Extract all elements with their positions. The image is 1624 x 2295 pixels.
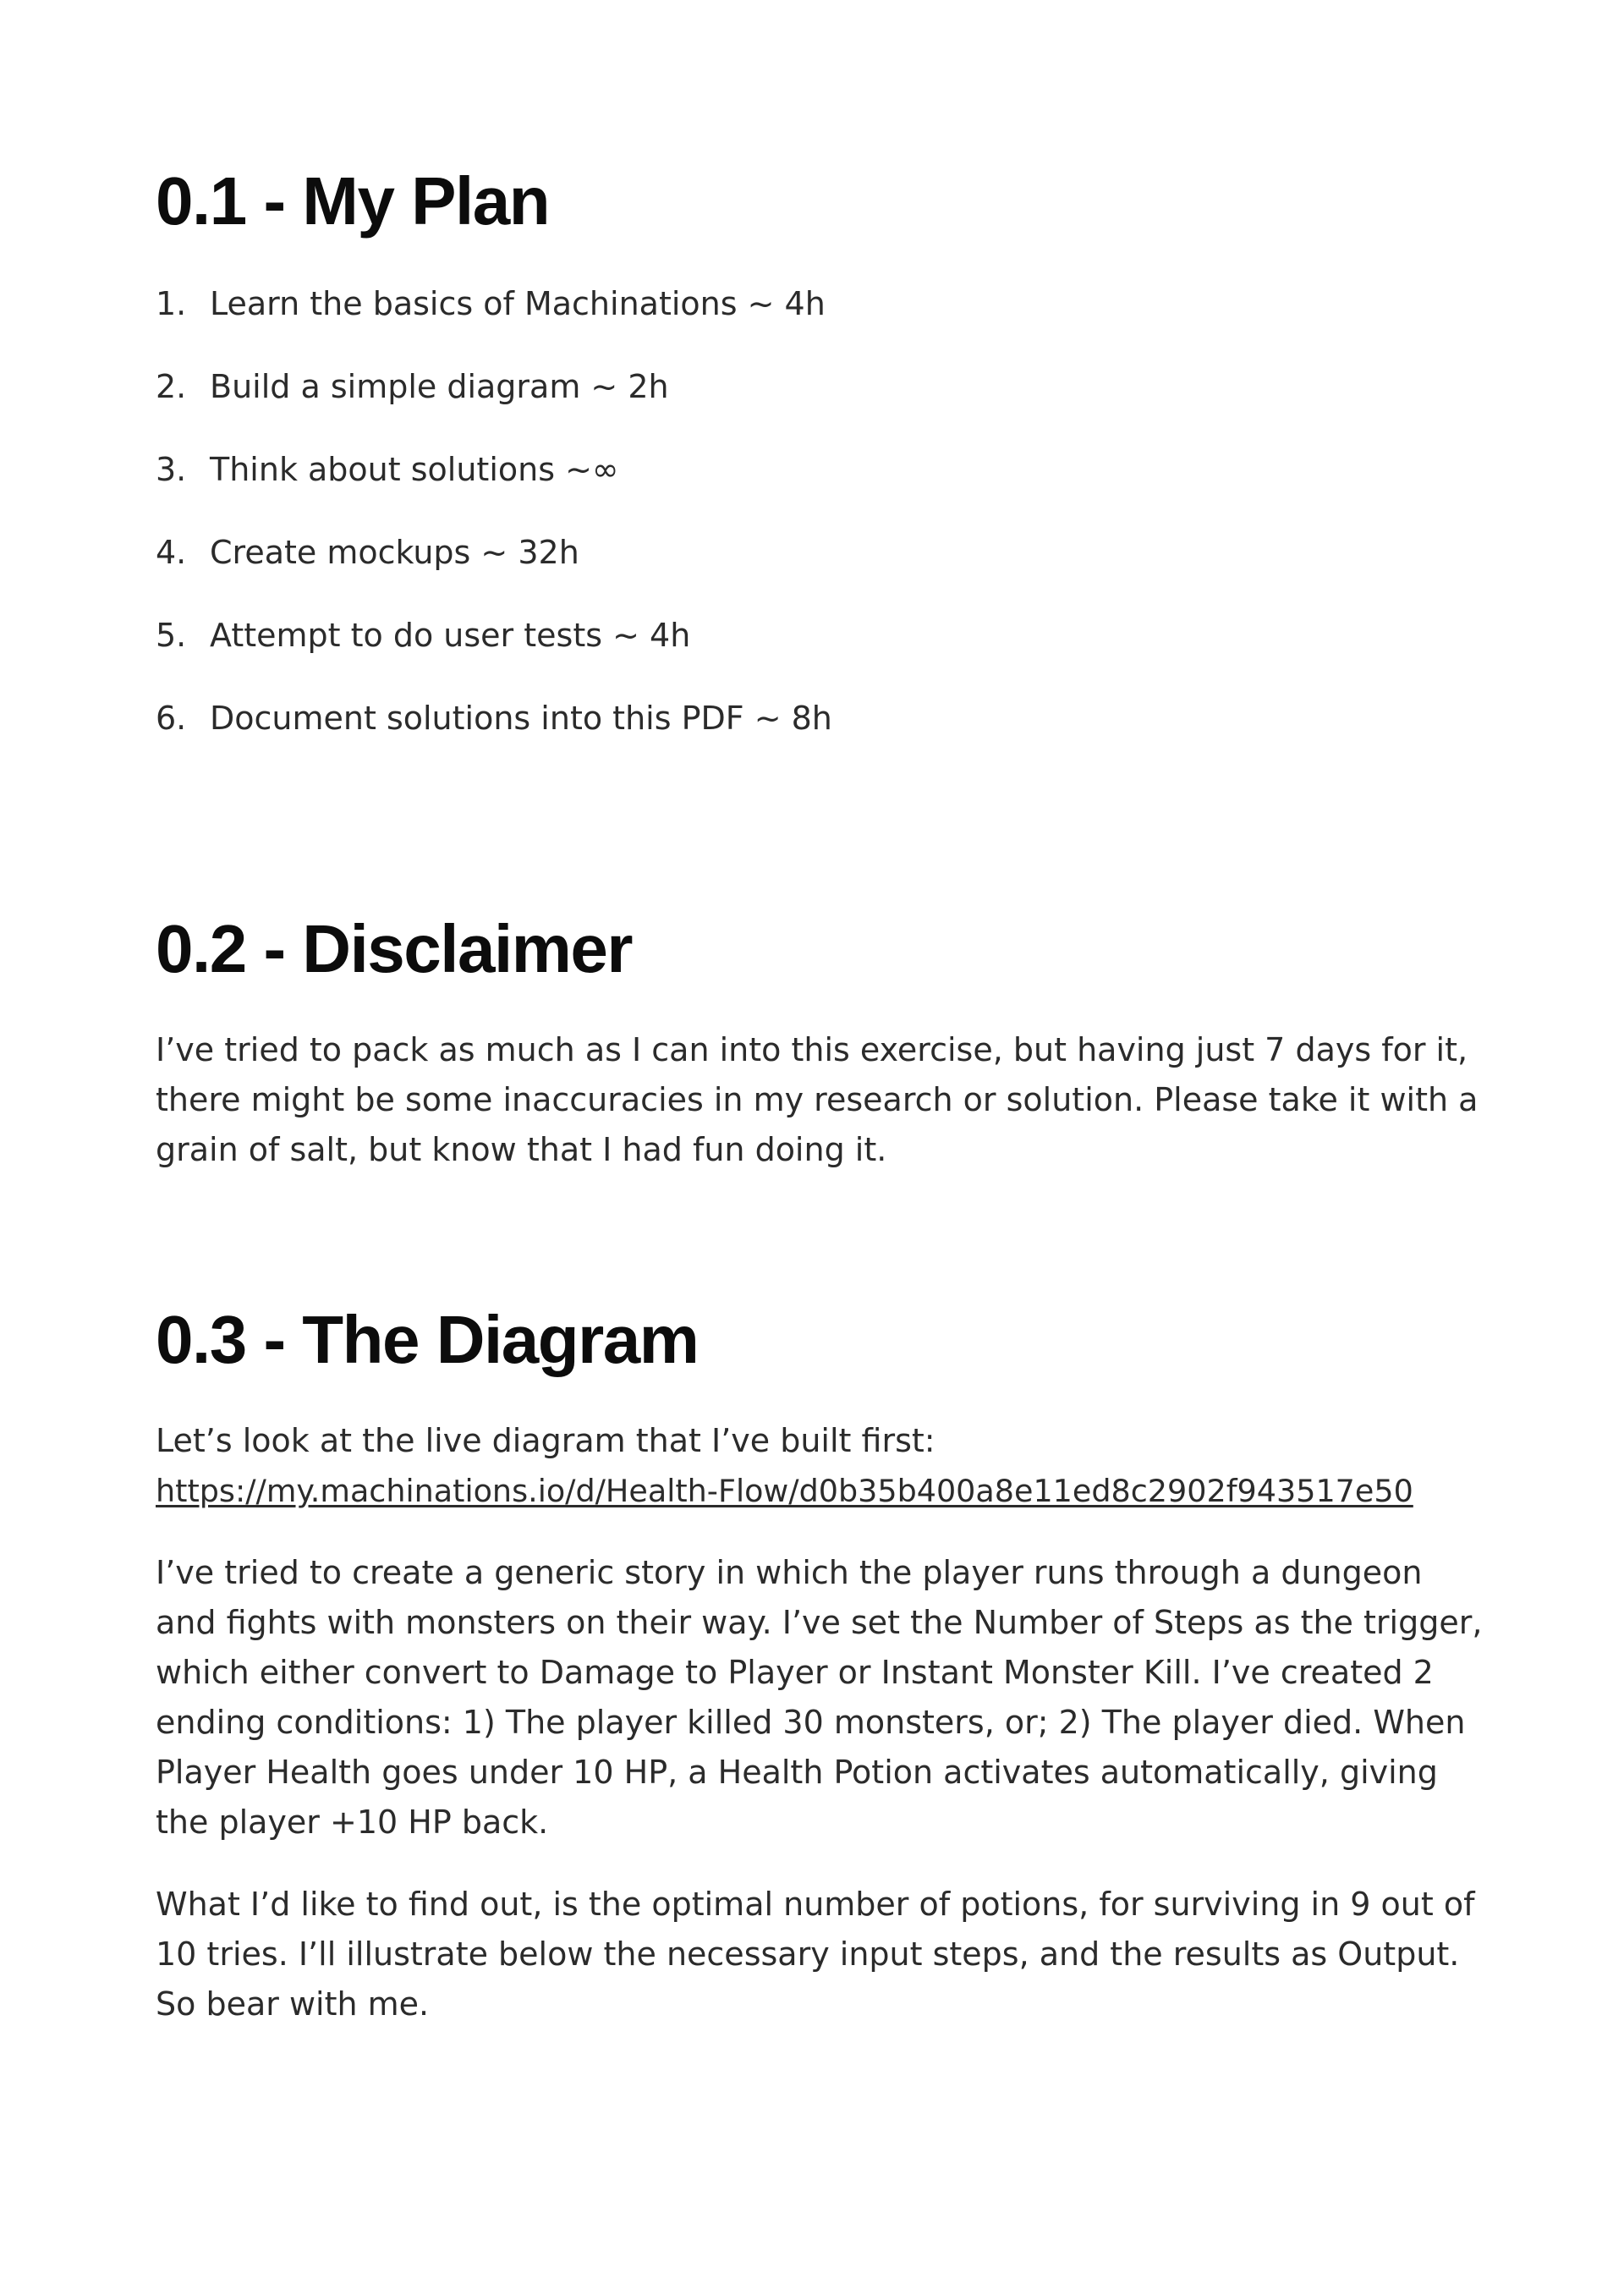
diagram-link[interactable]: https://my.machinations.io/d/Health-Flow/d0b35b400a8e11ed8c2902f943517e50 bbox=[156, 1473, 1413, 1509]
plan-list bbox=[156, 262, 832, 760]
section-heading-disclaimer: 0.2 - Disclaimer bbox=[156, 911, 632, 986]
section-disclaimer bbox=[156, 909, 1492, 1168]
plan-item-number: 6. bbox=[156, 700, 187, 737]
diagram-intro-text: Let’s look at the live diagram that I’ve built first: bbox=[156, 1422, 935, 1459]
plan-item-number: 3. bbox=[156, 451, 187, 488]
plan-item-text: Create mockups ~ 32h bbox=[210, 534, 579, 571]
section-heading-my-plan: 0.1 - My Plan bbox=[156, 163, 550, 239]
diagram-story-paragraph: I’ve tried to create a generic story in which the player runs through a dungeon and fights with monsters on their way. I’ve set the Number of Steps as the trigger, which either convert to Damage to Player or Instant Monster Kill. I’ve created 2 ending conditions: 1) The player killed 30 monsters, or; 2) The player died. When Player Health goes under 10 HP, a Health Potion activates automatically, giving the player +10 HP back. bbox=[156, 1554, 1483, 1841]
plan-item-text: Build a simple diagram ~ 2h bbox=[210, 368, 669, 405]
plan-item-number: 4. bbox=[156, 534, 187, 571]
plan-list-item bbox=[156, 677, 832, 760]
plan-item-number: 2. bbox=[156, 368, 187, 405]
plan-list-item bbox=[156, 428, 832, 511]
plan-item-number: 5. bbox=[156, 617, 187, 654]
plan-item-number: 1. bbox=[156, 285, 187, 322]
plan-item-text: Attempt to do user tests ~ 4h bbox=[210, 617, 691, 654]
plan-item-text: Document solutions into this PDF ~ 8h bbox=[210, 700, 832, 737]
plan-list-item bbox=[156, 262, 832, 345]
plan-item-text: Think about solutions ~∞ bbox=[210, 451, 619, 488]
section-my-plan bbox=[156, 161, 1492, 737]
diagram-goal-paragraph: What I’d like to find out, is the optimal number of potions, for surviving in 9 out of 10 tries. I’ll illustrate below the necessary input steps, and the results as Output. So bear with me. bbox=[156, 1886, 1475, 2023]
plan-item-text: Learn the basics of Machinations ~ 4h bbox=[210, 285, 826, 322]
disclaimer-paragraph: I’ve tried to pack as much as I can into this exercise, but having just 7 days for it, there might be some inaccuracies in my research or solution. Please take it with a grain of salt, but know that I had fun doing it. bbox=[156, 1031, 1479, 1168]
section-the-diagram bbox=[156, 1299, 1492, 2023]
section-heading-the-diagram: 0.3 - The Diagram bbox=[156, 1302, 699, 1377]
plan-list-item bbox=[156, 511, 832, 594]
plan-list-item bbox=[156, 345, 832, 428]
diagram-intro-paragraph bbox=[156, 1416, 1492, 1516]
plan-list-item bbox=[156, 594, 832, 677]
